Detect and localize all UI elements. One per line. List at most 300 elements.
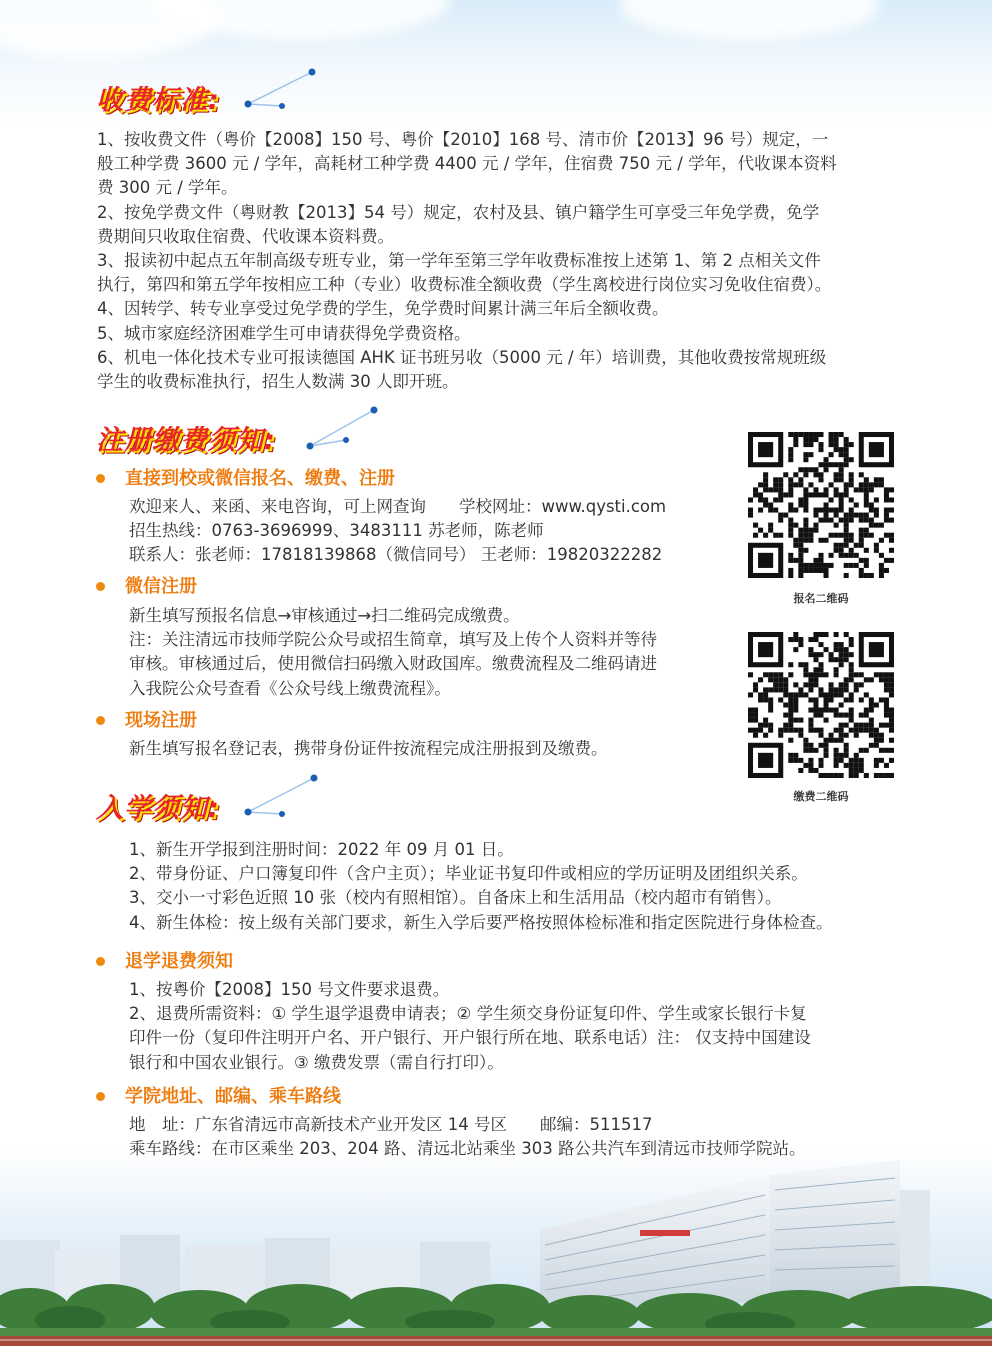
qr-module xyxy=(803,672,808,677)
qr-module xyxy=(834,462,839,467)
qr-module xyxy=(808,682,813,687)
qr-module xyxy=(844,748,849,753)
qr-module xyxy=(818,538,823,543)
qr-module xyxy=(844,753,849,758)
qr-module xyxy=(803,502,808,507)
qr-module xyxy=(798,543,803,548)
qr-module xyxy=(824,487,829,492)
qr-module xyxy=(859,533,864,538)
qr-module xyxy=(889,758,894,763)
qr-module xyxy=(798,533,803,538)
qr-module xyxy=(869,728,874,733)
qr-module xyxy=(788,662,793,667)
qr-module xyxy=(834,667,839,672)
qr-module xyxy=(813,682,818,687)
qr-module xyxy=(818,713,823,718)
qr-module xyxy=(834,738,839,743)
qr-module xyxy=(874,702,879,707)
qr-module xyxy=(778,513,783,518)
qr-module xyxy=(753,708,758,713)
qr-module xyxy=(869,487,874,492)
qr-module xyxy=(849,442,854,447)
qr-module xyxy=(803,432,808,437)
qr-module xyxy=(798,637,803,642)
qr-module xyxy=(818,642,823,647)
qr-module xyxy=(834,492,839,497)
qr-module xyxy=(884,677,889,682)
qr-module xyxy=(869,523,874,528)
bullet-dot xyxy=(96,716,105,725)
qr-module xyxy=(844,518,849,523)
fee-line: 学生的收费标准执行，招生人数满 30 人即开班。 xyxy=(97,372,459,392)
qr-module xyxy=(829,432,834,437)
qr-module xyxy=(844,723,849,728)
qr-module xyxy=(859,482,864,487)
qr-module xyxy=(839,702,844,707)
qr-module xyxy=(829,462,834,467)
qr-module xyxy=(773,533,778,538)
qr-module xyxy=(824,647,829,652)
qr-module xyxy=(758,692,763,697)
withdrawal-refund-heading: 退学退费须知 xyxy=(125,951,233,972)
qr-module xyxy=(813,432,818,437)
qr-module xyxy=(864,477,869,482)
qr-module xyxy=(818,708,823,713)
qr-module xyxy=(818,763,823,768)
qr-module xyxy=(864,728,869,733)
qr-module xyxy=(874,728,879,733)
qr-module xyxy=(763,718,768,723)
qr-module xyxy=(768,697,773,702)
qr-module xyxy=(803,662,808,667)
qr-module xyxy=(839,652,844,657)
qr-module xyxy=(793,753,798,758)
qr-module xyxy=(859,487,864,492)
qr-module xyxy=(839,533,844,538)
qr-module xyxy=(798,733,803,738)
qr-module xyxy=(773,487,778,492)
qr-module xyxy=(808,768,813,773)
qr-module xyxy=(874,497,879,502)
qr-module xyxy=(813,513,818,518)
qr-module xyxy=(824,573,829,578)
qr-module xyxy=(849,457,854,462)
qr-module xyxy=(834,642,839,647)
qr-module xyxy=(839,642,844,647)
bullet-dot xyxy=(96,474,105,483)
qr-module xyxy=(834,763,839,768)
qr-module xyxy=(798,568,803,573)
qr-module xyxy=(849,692,854,697)
qr-module xyxy=(763,687,768,692)
qr-finder-pattern xyxy=(758,642,773,657)
qr-module xyxy=(788,482,793,487)
qr-module xyxy=(798,538,803,543)
qr-module xyxy=(849,768,854,773)
qr-module xyxy=(859,768,864,773)
qr-module xyxy=(849,667,854,672)
qr-module xyxy=(798,692,803,697)
qr-module xyxy=(783,677,788,682)
qr-module xyxy=(889,718,894,723)
qr-module xyxy=(864,548,869,553)
qr-finder-pattern xyxy=(758,753,773,768)
qr-module xyxy=(834,472,839,477)
qr-module xyxy=(808,743,813,748)
qr-module xyxy=(753,687,758,692)
qr-module xyxy=(844,657,849,662)
qr-module xyxy=(824,738,829,743)
qr-module xyxy=(808,697,813,702)
qr-module xyxy=(778,497,783,502)
qr-module xyxy=(824,518,829,523)
qr-module xyxy=(798,528,803,533)
qr-module xyxy=(813,677,818,682)
qr-module xyxy=(864,713,869,718)
qr-module xyxy=(808,728,813,733)
qr-module xyxy=(859,697,864,702)
qr-module xyxy=(824,502,829,507)
qr-module xyxy=(773,508,778,513)
qr-module xyxy=(818,728,823,733)
qr-module xyxy=(798,502,803,507)
qr-module xyxy=(884,558,889,563)
qr-module xyxy=(869,723,874,728)
qr-module xyxy=(808,718,813,723)
qr-module xyxy=(859,472,864,477)
qr-module xyxy=(879,568,884,573)
qr-module xyxy=(788,728,793,733)
qr-module xyxy=(818,553,823,558)
qr-module xyxy=(778,533,783,538)
qr-module xyxy=(849,758,854,763)
qr-module xyxy=(879,477,884,482)
qr-module xyxy=(879,672,884,677)
qr-module xyxy=(839,462,844,467)
qr-module xyxy=(768,502,773,507)
qr-module xyxy=(864,708,869,713)
qr-module xyxy=(859,723,864,728)
qr-module xyxy=(803,492,808,497)
qr-module xyxy=(824,457,829,462)
qr-module xyxy=(808,652,813,657)
qr-module xyxy=(839,543,844,548)
qr-module xyxy=(818,558,823,563)
qr-module xyxy=(839,492,844,497)
qr-module xyxy=(803,497,808,502)
qr-module xyxy=(813,713,818,718)
qr-module xyxy=(839,497,844,502)
qr-module xyxy=(788,758,793,763)
qr-module xyxy=(854,672,859,677)
qr-module xyxy=(803,452,808,457)
qr-module xyxy=(793,692,798,697)
qr-module xyxy=(844,457,849,462)
qr-module xyxy=(834,713,839,718)
qr-module xyxy=(889,558,894,563)
qr-module xyxy=(748,672,753,677)
qr-module xyxy=(859,573,864,578)
qr-module xyxy=(884,723,889,728)
qr-module xyxy=(834,543,839,548)
qr-module xyxy=(788,568,793,573)
qr-module xyxy=(788,518,793,523)
qr-module xyxy=(874,773,879,778)
qr-module xyxy=(813,563,818,568)
qr-module xyxy=(849,477,854,482)
qr-module xyxy=(763,502,768,507)
bullet-dot xyxy=(96,1092,105,1101)
qr-module xyxy=(813,523,818,528)
qr-module xyxy=(803,528,808,533)
qr-module xyxy=(844,523,849,528)
qr-module xyxy=(798,662,803,667)
qr-module xyxy=(808,432,813,437)
qr-module xyxy=(768,702,773,707)
qr-module xyxy=(818,672,823,677)
qr-module xyxy=(824,702,829,707)
qr-module xyxy=(788,702,793,707)
qr-module xyxy=(793,508,798,513)
qr-module xyxy=(844,513,849,518)
qr-module xyxy=(834,672,839,677)
qr-module xyxy=(748,718,753,723)
qr-module xyxy=(753,523,758,528)
qr-module xyxy=(844,563,849,568)
qr-module xyxy=(803,442,808,447)
qr-module xyxy=(834,513,839,518)
qr-module xyxy=(889,728,894,733)
title-connector-decoration xyxy=(240,772,330,824)
qr-module xyxy=(829,773,834,778)
qr-module xyxy=(818,472,823,477)
qr-module xyxy=(829,553,834,558)
qr-module xyxy=(788,528,793,533)
qr-module xyxy=(869,482,874,487)
campus-buildings-illustration xyxy=(0,1150,992,1346)
qr-module xyxy=(839,728,844,733)
qr-module xyxy=(808,568,813,573)
qr-module xyxy=(788,723,793,728)
qr-module xyxy=(748,713,753,718)
qr-module xyxy=(849,553,854,558)
qr-module xyxy=(834,523,839,528)
qr-module xyxy=(808,482,813,487)
qr-module xyxy=(834,758,839,763)
qr-module xyxy=(783,682,788,687)
qr-module xyxy=(788,713,793,718)
qr-module xyxy=(803,487,808,492)
qr-module xyxy=(808,467,813,472)
qr-module xyxy=(773,477,778,482)
qr-module xyxy=(849,533,854,538)
qr-module xyxy=(834,748,839,753)
qr-module xyxy=(834,753,839,758)
qr-module xyxy=(879,482,884,487)
qr-module xyxy=(803,533,808,538)
qr-module xyxy=(834,533,839,538)
qr-module xyxy=(879,723,884,728)
qr-module xyxy=(748,497,753,502)
qr-module xyxy=(864,558,869,563)
direct-registration-heading: 直接到校或微信报名、缴费、注册 xyxy=(125,468,395,489)
qr-module xyxy=(874,543,879,548)
qr-module xyxy=(824,743,829,748)
qr-module xyxy=(889,497,894,502)
qr-module xyxy=(758,723,763,728)
qr-module xyxy=(793,708,798,713)
qr-module xyxy=(808,637,813,642)
qr-module xyxy=(854,763,859,768)
qr-module xyxy=(818,568,823,573)
qr-module xyxy=(879,748,884,753)
qr-module xyxy=(829,652,834,657)
qr-module xyxy=(813,467,818,472)
qr-module xyxy=(793,482,798,487)
qr-module xyxy=(824,632,829,637)
qr-module xyxy=(753,492,758,497)
qr-module xyxy=(839,692,844,697)
qr-module xyxy=(748,513,753,518)
qr-module xyxy=(839,657,844,662)
qr-module xyxy=(849,652,854,657)
qr-module xyxy=(808,452,813,457)
qr-module xyxy=(844,632,849,637)
qr-module xyxy=(834,442,839,447)
qr-module xyxy=(748,708,753,713)
withdraw-line: 1、按粤价【2008】150 号文件要求退费。 xyxy=(129,980,450,999)
qr-module xyxy=(798,573,803,578)
qr-module xyxy=(813,558,818,563)
qr-module xyxy=(834,728,839,733)
qr-module xyxy=(884,713,889,718)
qr-module xyxy=(813,748,818,753)
qr-module xyxy=(803,437,808,442)
admission-text xyxy=(129,838,919,935)
qr-module xyxy=(839,472,844,477)
qr-module xyxy=(839,713,844,718)
qr-module xyxy=(864,482,869,487)
qr-module xyxy=(839,733,844,738)
qr-module xyxy=(854,687,859,692)
fee-standard-text xyxy=(97,128,907,394)
qr-module xyxy=(803,738,808,743)
qr-module xyxy=(829,497,834,502)
qr-module xyxy=(869,502,874,507)
qr-finder-pattern xyxy=(758,553,773,568)
qr-module xyxy=(824,672,829,677)
payment-qr-code[interactable] xyxy=(748,632,894,778)
qr-module xyxy=(884,568,889,573)
qr-module xyxy=(753,682,758,687)
registration-qr-code[interactable] xyxy=(748,432,894,578)
qr-module xyxy=(773,482,778,487)
qr-module xyxy=(839,758,844,763)
qr-module xyxy=(788,523,793,528)
withdraw-line: 印件一份（复印件注明开户名、开户银行、开户银行所在地、联系电话）注： 仅支持中国建设 xyxy=(129,1028,811,1048)
qr-module xyxy=(748,728,753,733)
qr-module xyxy=(864,748,869,753)
qr-module xyxy=(844,687,849,692)
qr-module xyxy=(813,472,818,477)
qr-module xyxy=(829,697,834,702)
qr-module xyxy=(788,692,793,697)
qr-module xyxy=(849,637,854,642)
qr-module xyxy=(859,538,864,543)
qr-module xyxy=(884,487,889,492)
qr-module xyxy=(793,728,798,733)
qr-module xyxy=(839,502,844,507)
qr-module xyxy=(864,502,869,507)
qr-module xyxy=(834,692,839,697)
qr-module xyxy=(849,677,854,682)
qr-module xyxy=(864,487,869,492)
qr-module xyxy=(849,518,854,523)
qr-module xyxy=(818,733,823,738)
qr-module xyxy=(854,553,859,558)
qr-module xyxy=(763,477,768,482)
wechat-registration-heading: 微信注册 xyxy=(125,576,197,597)
qr-module xyxy=(808,647,813,652)
qr-module xyxy=(803,692,808,697)
bullet-dot xyxy=(96,957,105,966)
qr-module xyxy=(889,738,894,743)
qr-module xyxy=(788,697,793,702)
qr-module xyxy=(864,492,869,497)
qr-module xyxy=(879,758,884,763)
qr-finder-pattern xyxy=(869,642,884,657)
qr-module xyxy=(844,543,849,548)
wechat-line: 新生填写预报名信息→审核通过→扫二维码完成缴费。 xyxy=(129,606,520,625)
qr-module xyxy=(849,563,854,568)
qr-module xyxy=(874,672,879,677)
qr-module xyxy=(829,533,834,538)
fee-line: 般工种学费 3600 元 / 学年，高耗材工种学费 4400 元 / 学年，住宿费 750 元 / 学年，代收课本资料 xyxy=(97,154,837,174)
qr-module xyxy=(824,492,829,497)
qr-module xyxy=(834,432,839,437)
bullet-dot xyxy=(96,582,105,591)
onsite-line: 新生填写报名登记表，携带身份证件按流程完成注册报到及缴费。 xyxy=(129,739,608,758)
qr-module xyxy=(798,687,803,692)
qr-module xyxy=(839,723,844,728)
qr-module xyxy=(793,632,798,637)
qr-module xyxy=(864,563,869,568)
qr-module xyxy=(859,518,864,523)
qr-module xyxy=(829,437,834,442)
qr-module xyxy=(839,467,844,472)
qr-module xyxy=(849,548,854,553)
qr-module xyxy=(884,773,889,778)
qr-module xyxy=(803,538,808,543)
qr-module xyxy=(758,677,763,682)
qr-module xyxy=(829,452,834,457)
qr-module xyxy=(884,513,889,518)
qr-module xyxy=(884,672,889,677)
qr-module xyxy=(798,642,803,647)
qr-module xyxy=(793,682,798,687)
qr-module xyxy=(844,538,849,543)
qr-module xyxy=(824,508,829,513)
qr-module xyxy=(849,508,854,513)
qr-module xyxy=(869,702,874,707)
qr-module xyxy=(889,533,894,538)
qr-module xyxy=(788,753,793,758)
qr-module xyxy=(874,733,879,738)
qr-module xyxy=(884,508,889,513)
admission-line: 1、新生开学报到注册时间：2022 年 09 月 01 日。 xyxy=(129,840,514,859)
qr-module xyxy=(788,553,793,558)
qr-module xyxy=(844,763,849,768)
